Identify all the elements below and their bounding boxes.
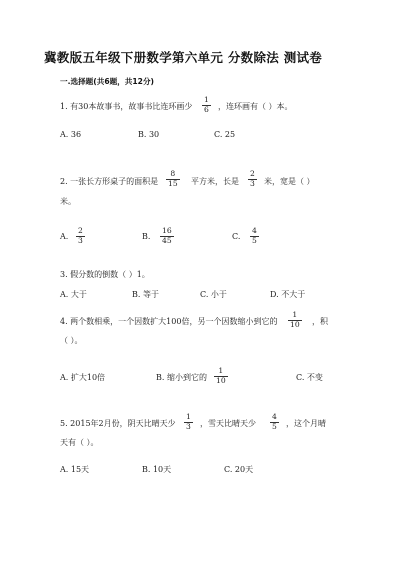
question-1-option-c[interactable]: C. 25 [214,130,236,139]
question-3-option-b[interactable]: B. 等于 [132,290,159,299]
question-4-option-b-fraction: 1 10 [216,366,226,385]
question-3-option-c[interactable]: C. 小于 [200,290,227,299]
question-5-fraction-2: 4 5 [272,412,277,431]
question-1-stem: 1. 有30本故事书，故事书比连环画少 [60,102,193,111]
question-5-stem-end: ，这个月晴 [286,419,326,428]
question-5-option-c[interactable]: C. 20天 [224,465,254,474]
question-2-option-b-label: B. [142,232,151,241]
question-4-option-b-label: B. 缩小到它的 [156,373,207,382]
question-1-stem-end: ，连环画有（ ）本。 [218,102,293,111]
question-2-option-b-fraction: 16 45 [162,226,172,245]
question-2-option-c-fraction: 4 5 [252,226,257,245]
question-4-stem-mid: ，积 [312,317,328,326]
question-2-stem-unit: 米。 [60,197,76,206]
question-3-option-a[interactable]: A. 大于 [60,290,87,299]
question-2-stem: 2. 一张长方形桌子的面积是 [60,177,159,186]
question-2-option-a-fraction: 2 3 [78,226,83,245]
question-2-fraction-1: 8 15 [168,169,178,188]
question-4-fraction: 1 10 [290,310,300,329]
question-3-option-d[interactable]: D. 不大于 [270,290,306,299]
question-5-stem: 5. 2015年2月份，阴天比晴天少 [60,419,176,428]
question-1-fraction: 1 6 [204,95,209,114]
question-5-stem-cont: 天有（ ）。 [60,438,99,447]
question-2-fraction-2: 2 3 [250,169,255,188]
question-4-option-c[interactable]: C. 不变 [296,373,323,382]
section-heading: 一.选择题(共6题，共12分) [60,77,155,86]
question-1-option-b[interactable]: B. 30 [138,130,160,139]
question-5-stem-mid: ，雪天比晴天少 [200,419,256,428]
page-title: 冀教版五年级下册数学第六单元 分数除法 测试卷 [44,50,323,65]
question-5-option-b[interactable]: B. 10天 [142,465,172,474]
question-4-stem-end: （ ）。 [60,336,83,345]
question-3-stem: 3. 假分数的倒数（ ）1。 [60,270,150,279]
question-4-stem: 4. 两个数相乘，一个因数扩大100倍，另一个因数缩小到它的 [60,317,278,326]
question-5-fraction-1: 1 3 [186,412,191,431]
question-2-option-c-label: C. [232,232,241,241]
question-5-option-a[interactable]: A. 15天 [60,465,90,474]
question-1-option-a[interactable]: A. 36 [60,130,82,139]
question-2-option-a-label: A. [60,232,69,241]
question-4-option-a[interactable]: A. 扩大10倍 [60,373,106,382]
question-2-stem-end: 米，宽是（ ） [264,177,315,186]
question-2-stem-mid: 平方米，长是 [191,177,239,186]
